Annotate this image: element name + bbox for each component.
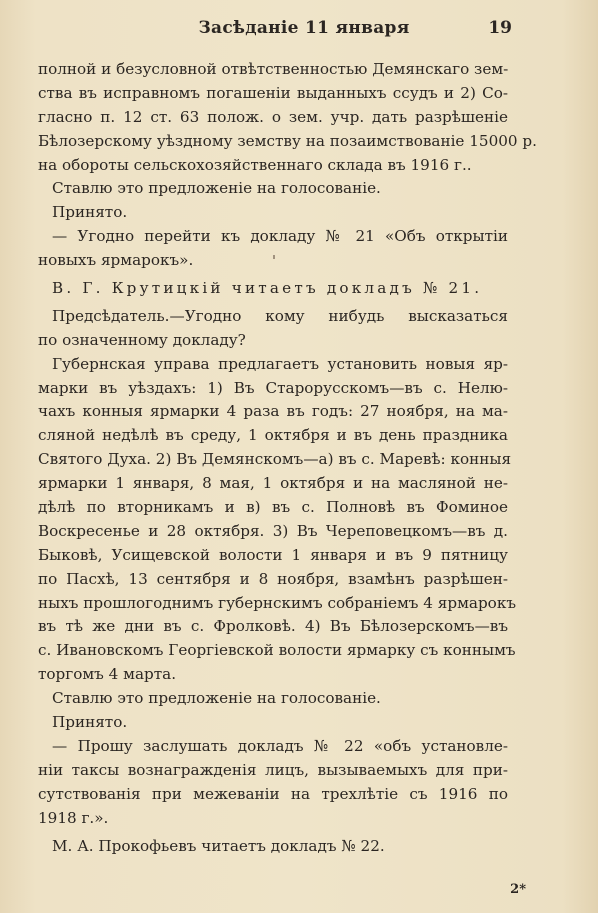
text-line: дѣлѣ по вторникамъ и в) въ с. Полновѣ въ Фоминое	[38, 498, 508, 517]
text-line: Ставлю это предложеніе на голосованіе.	[52, 179, 381, 198]
text-line: ярмарки 1 января, 8 мая, 1 октября и на масляной не-	[38, 474, 508, 493]
text-line: на обороты сельскохозяйственнаго склада въ 1916 г..	[38, 155, 472, 174]
text-line: Бѣлозерскому уѣздному земству на позаимствованіе 15000 р.	[38, 131, 537, 150]
text-line: новыхъ ярмарокъ».	[38, 251, 194, 270]
chairman-line: Предсѣдатель.—Угодно кому нибудь высказаться	[52, 306, 508, 325]
text-line: полной и безусловной отвѣтственностью Демянскаго зем-	[38, 60, 509, 78]
text-line: с. Ивановскомъ Георгіевской волости ярмарку съ коннымъ	[38, 641, 516, 660]
text-line: Ставлю это предложеніе на голосованіе.	[52, 689, 381, 708]
text-line: сляной недѣлѣ въ среду, 1 октября и въ день праздника	[38, 426, 508, 445]
text-line: въ тѣ же дни въ с. Фролковѣ. 4) Въ Бѣлозерскомъ—въ	[38, 617, 508, 636]
text-line: гласно п. 12 ст. 63 полож. о зем. учр. дать разрѣшеніе	[38, 107, 508, 126]
text-line: Святого Духа. 2) Въ Демянскомъ—а) въ с. Маревѣ: конныя	[38, 450, 512, 469]
page-body	[38, 58, 537, 858]
text-line: по Пасхѣ, 13 сентября и 8 ноября, взамѣнъ разрѣшен-	[38, 569, 508, 588]
text-line: Воскресенье и 28 октября. 3) Въ Череповецкомъ—въ д.	[38, 521, 508, 540]
page-number: 19	[488, 18, 512, 38]
text-line: чахъ конныя ярмарки 4 раза въ годъ: 27 ноября, на ма-	[38, 402, 508, 421]
text-line: 1918 г.».	[38, 808, 109, 827]
running-header	[40, 18, 568, 46]
running-title: Засѣданіе 11 января	[198, 18, 410, 38]
speaker-line: В. Г. Крутицкій читаетъ докладъ № 21.	[52, 279, 483, 298]
text-line: ныхъ прошлогоднимъ губернскимъ собраніемъ 4 ярмарокъ	[38, 593, 516, 612]
text-line: ніи таксы вознагражденія лицъ, вызываемыхъ для при-	[38, 760, 508, 779]
text-line: по означенному докладу?	[38, 330, 246, 349]
text-line: марки въ уѣздахъ: 1) Въ Старорусскомъ—въ с. Нелю-	[38, 378, 508, 397]
text-line: Губернская управа предлагаетъ установить новыя яр-	[52, 354, 508, 373]
text-line: сутствованія при межеваніи на трехлѣтіе съ 1916 по	[38, 784, 508, 803]
text-line: Быковѣ, Усищевской волости 1 января и въ 9 пятницу	[38, 545, 508, 564]
text-line: Принято.	[52, 713, 128, 732]
sheet-signature: 2*	[510, 882, 526, 897]
text-line: Принято.	[52, 203, 128, 222]
text-line: — Прошу заслушать докладъ № 22 «объ установле-	[52, 736, 508, 755]
text-line: — Угодно перейти къ докладу № 21 «Объ открытіи	[52, 227, 508, 246]
text-line: торгомъ 4 марта.	[38, 665, 177, 684]
text-line: ства въ исправномъ погашеніи выданныхъ ссудъ и 2) Со-	[38, 83, 508, 102]
speaker-line: М. А. Прокофьевъ читаетъ докладъ № 22.	[52, 836, 385, 855]
